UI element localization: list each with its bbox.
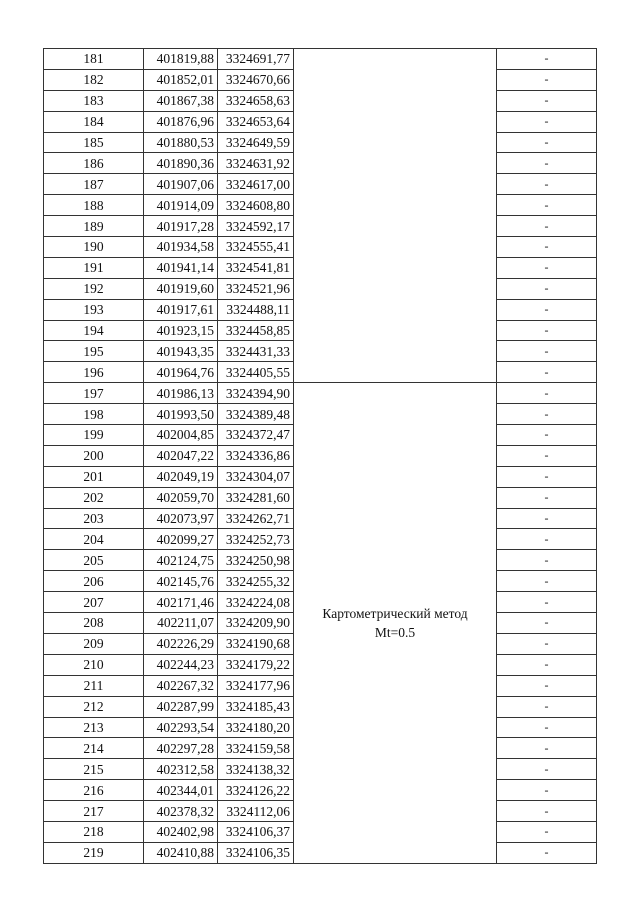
value-cell: - [497,362,597,383]
y-coordinate-cell: 3324458,85 [218,320,294,341]
x-coordinate-cell: 401819,88 [144,49,218,70]
x-coordinate-cell: 402211,07 [144,613,218,634]
value-cell: - [497,780,597,801]
point-number-cell: 216 [44,780,144,801]
y-coordinate-cell: 3324126,22 [218,780,294,801]
x-coordinate-cell: 401880,53 [144,132,218,153]
x-coordinate-cell: 401923,15 [144,320,218,341]
y-coordinate-cell: 3324159,58 [218,738,294,759]
y-coordinate-cell: 3324658,63 [218,90,294,111]
x-coordinate-cell: 401914,09 [144,195,218,216]
method-cell-empty [294,49,497,383]
value-cell: - [497,257,597,278]
point-number-cell: 185 [44,132,144,153]
point-number-cell: 192 [44,278,144,299]
x-coordinate-cell: 402047,22 [144,445,218,466]
y-coordinate-cell: 3324255,32 [218,571,294,592]
value-cell: - [497,153,597,174]
x-coordinate-cell: 402171,46 [144,592,218,613]
y-coordinate-cell: 3324252,73 [218,529,294,550]
point-number-cell: 201 [44,466,144,487]
x-coordinate-cell: 402293,54 [144,717,218,738]
value-cell: - [497,508,597,529]
point-number-cell: 195 [44,341,144,362]
value-cell: - [497,445,597,466]
x-coordinate-cell: 402004,85 [144,425,218,446]
x-coordinate-cell: 401890,36 [144,153,218,174]
x-coordinate-cell: 402073,97 [144,508,218,529]
x-coordinate-cell: 401993,50 [144,404,218,425]
value-cell: - [497,90,597,111]
y-coordinate-cell: 3324180,20 [218,717,294,738]
value-cell: - [497,49,597,70]
y-coordinate-cell: 3324112,06 [218,801,294,822]
value-cell: - [497,571,597,592]
coordinates-table [43,48,597,864]
x-coordinate-cell: 401943,35 [144,341,218,362]
y-coordinate-cell: 3324608,80 [218,195,294,216]
point-number-cell: 181 [44,49,144,70]
y-coordinate-cell: 3324541,81 [218,257,294,278]
point-number-cell: 202 [44,487,144,508]
point-number-cell: 190 [44,237,144,258]
x-coordinate-cell: 401867,38 [144,90,218,111]
x-coordinate-cell: 402244,23 [144,654,218,675]
y-coordinate-cell: 3324649,59 [218,132,294,153]
point-number-cell: 210 [44,654,144,675]
value-cell: - [497,717,597,738]
point-number-cell: 182 [44,69,144,90]
point-number-cell: 184 [44,111,144,132]
table-row [44,383,597,404]
x-coordinate-cell: 401907,06 [144,174,218,195]
table-row [44,49,597,70]
y-coordinate-cell: 3324631,92 [218,153,294,174]
value-cell: - [497,821,597,842]
y-coordinate-cell: 3324185,43 [218,696,294,717]
y-coordinate-cell: 3324389,48 [218,404,294,425]
value-cell: - [497,278,597,299]
point-number-cell: 208 [44,613,144,634]
point-number-cell: 207 [44,592,144,613]
x-coordinate-cell: 402226,29 [144,633,218,654]
point-number-cell: 209 [44,633,144,654]
point-number-cell: 193 [44,299,144,320]
x-coordinate-cell: 402378,32 [144,801,218,822]
y-coordinate-cell: 3324250,98 [218,550,294,571]
point-number-cell: 200 [44,445,144,466]
x-coordinate-cell: 401852,01 [144,69,218,90]
point-number-cell: 189 [44,216,144,237]
x-coordinate-cell: 402145,76 [144,571,218,592]
x-coordinate-cell: 402267,32 [144,675,218,696]
value-cell: - [497,759,597,780]
y-coordinate-cell: 3324209,90 [218,613,294,634]
x-coordinate-cell: 402049,19 [144,466,218,487]
y-coordinate-cell: 3324488,11 [218,299,294,320]
value-cell: - [497,174,597,195]
y-coordinate-cell: 3324653,64 [218,111,294,132]
method-name-text: Картометрический метод [322,605,468,621]
x-coordinate-cell: 402410,88 [144,842,218,863]
y-coordinate-cell: 3324281,60 [218,487,294,508]
value-cell: - [497,466,597,487]
value-cell: - [497,299,597,320]
y-coordinate-cell: 3324372,47 [218,425,294,446]
value-cell: - [497,341,597,362]
y-coordinate-cell: 3324617,00 [218,174,294,195]
value-cell: - [497,613,597,634]
x-coordinate-cell: 401917,28 [144,216,218,237]
value-cell: - [497,132,597,153]
value-cell: - [497,425,597,446]
x-coordinate-cell: 401934,58 [144,237,218,258]
value-cell: - [497,487,597,508]
x-coordinate-cell: 402344,01 [144,780,218,801]
y-coordinate-cell: 3324179,22 [218,654,294,675]
value-cell: - [497,675,597,696]
point-number-cell: 183 [44,90,144,111]
point-number-cell: 203 [44,508,144,529]
coordinates-table-body [44,49,597,864]
x-coordinate-cell: 402297,28 [144,738,218,759]
y-coordinate-cell: 3324190,68 [218,633,294,654]
y-coordinate-cell: 3324106,35 [218,842,294,863]
value-cell: - [497,195,597,216]
y-coordinate-cell: 3324592,17 [218,216,294,237]
value-cell: - [497,320,597,341]
value-cell: - [497,696,597,717]
point-number-cell: 204 [44,529,144,550]
x-coordinate-cell: 402124,75 [144,550,218,571]
value-cell: - [497,237,597,258]
y-coordinate-cell: 3324106,37 [218,821,294,842]
y-coordinate-cell: 3324670,66 [218,69,294,90]
value-cell: - [497,738,597,759]
point-number-cell: 211 [44,675,144,696]
value-cell: - [497,383,597,404]
x-coordinate-cell: 402059,70 [144,487,218,508]
y-coordinate-cell: 3324555,41 [218,237,294,258]
y-coordinate-cell: 3324431,33 [218,341,294,362]
y-coordinate-cell: 3324262,71 [218,508,294,529]
y-coordinate-cell: 3324304,07 [218,466,294,487]
point-number-cell: 188 [44,195,144,216]
point-number-cell: 196 [44,362,144,383]
x-coordinate-cell: 402312,58 [144,759,218,780]
value-cell: - [497,216,597,237]
x-coordinate-cell: 402099,27 [144,529,218,550]
y-coordinate-cell: 3324394,90 [218,383,294,404]
y-coordinate-cell: 3324138,32 [218,759,294,780]
x-coordinate-cell: 401917,61 [144,299,218,320]
value-cell: - [497,592,597,613]
x-coordinate-cell: 402287,99 [144,696,218,717]
y-coordinate-cell: 3324224,08 [218,592,294,613]
point-number-cell: 186 [44,153,144,174]
point-number-cell: 205 [44,550,144,571]
value-cell: - [497,842,597,863]
x-coordinate-cell: 401941,14 [144,257,218,278]
point-number-cell: 198 [44,404,144,425]
point-number-cell: 206 [44,571,144,592]
value-cell: - [497,529,597,550]
point-number-cell: 214 [44,738,144,759]
value-cell: - [497,404,597,425]
value-cell: - [497,550,597,571]
x-coordinate-cell: 401964,76 [144,362,218,383]
point-number-cell: 191 [44,257,144,278]
value-cell: - [497,633,597,654]
point-number-cell: 187 [44,174,144,195]
point-number-cell: 199 [44,425,144,446]
point-number-cell: 213 [44,717,144,738]
point-number-cell: 215 [44,759,144,780]
value-cell: - [497,801,597,822]
point-number-cell: 212 [44,696,144,717]
value-cell: - [497,69,597,90]
x-coordinate-cell: 402402,98 [144,821,218,842]
point-number-cell: 218 [44,821,144,842]
point-number-cell: 197 [44,383,144,404]
value-cell: - [497,111,597,132]
x-coordinate-cell: 401919,60 [144,278,218,299]
y-coordinate-cell: 3324521,96 [218,278,294,299]
y-coordinate-cell: 3324177,96 [218,675,294,696]
method-accuracy-text: Mt=0.5 [374,624,416,640]
point-number-cell: 219 [44,842,144,863]
y-coordinate-cell: 3324691,77 [218,49,294,70]
method-cell [294,383,497,863]
value-cell: - [497,654,597,675]
point-number-cell: 217 [44,801,144,822]
y-coordinate-cell: 3324336,86 [218,445,294,466]
point-number-cell: 194 [44,320,144,341]
y-coordinate-cell: 3324405,55 [218,362,294,383]
x-coordinate-cell: 401986,13 [144,383,218,404]
x-coordinate-cell: 401876,96 [144,111,218,132]
